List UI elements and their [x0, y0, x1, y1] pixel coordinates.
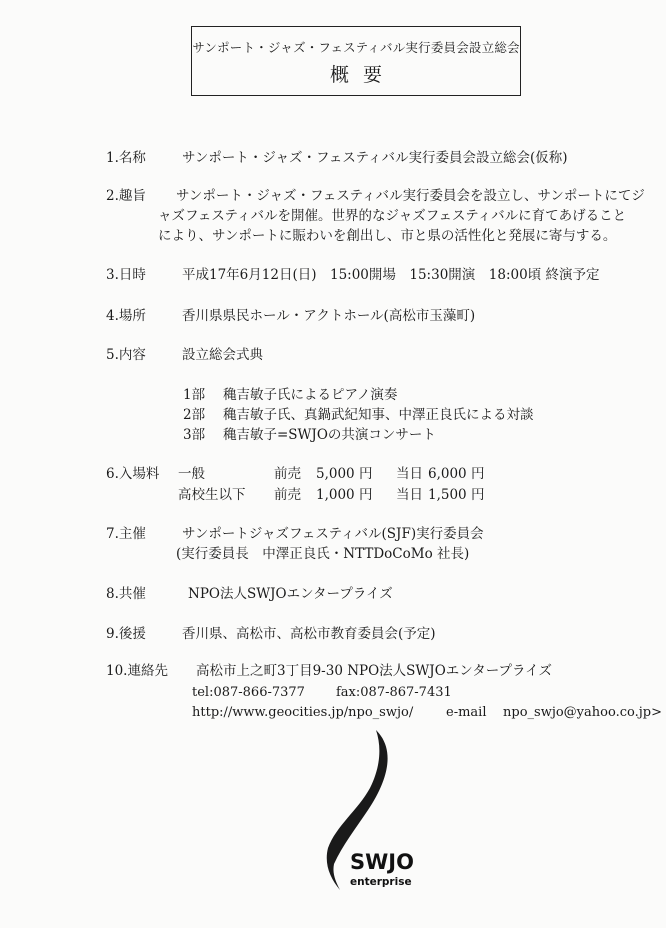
item-text: 香川県、高松市、高松市教育委員会(予定) — [182, 626, 436, 642]
fee-door-label: 当日 — [396, 466, 423, 482]
contact-address: 高松市上之町3丁目9-30 NPO法人SWJOエンタープライズ — [196, 663, 553, 679]
item-label: 10.連絡先 — [106, 663, 168, 679]
fee-door-label: 当日 — [396, 487, 423, 503]
item-text: 平成17年6月12日(日) 15:00開場 15:30開演 18:00頃 終演予定 — [182, 267, 600, 283]
fee-advance: 1,000 円 — [316, 487, 373, 503]
item-label: 3.日時 — [106, 267, 146, 283]
fee-category: 高校生以下 — [178, 487, 246, 503]
item-label: 4.場所 — [106, 308, 146, 324]
page-title: 概要 — [329, 64, 396, 86]
logo-sub-text: enterprise — [350, 876, 412, 888]
item-text: NPO法人SWJOエンタープライズ — [188, 586, 393, 602]
part-label: 1部 — [183, 387, 206, 403]
contact-url[interactable]: http://www.geocities.jp/npo_swjo/ — [192, 705, 414, 720]
swjo-logo — [318, 728, 428, 906]
fee-advance-label: 前売 — [274, 466, 301, 482]
item-text: 香川県県民ホール・アクトホール(高松市玉藻町) — [182, 308, 476, 324]
item-text: 設立総会式典 — [182, 347, 263, 363]
item-text: サンポート・ジャズ・フェスティバル実行委員会設立総会(仮称) — [182, 150, 568, 166]
logo-main-text: SWJO — [350, 850, 414, 874]
part-desc: 穐吉敏子氏、真鍋武紀知事、中澤正良氏による対談 — [223, 407, 534, 423]
contact-tel: tel:087-866-7377 — [192, 685, 305, 700]
item-label: 9.後援 — [106, 626, 146, 642]
item-label: 8.共催 — [106, 586, 146, 602]
contact-email-label: e-mail — [446, 705, 487, 720]
fee-advance-label: 前売 — [274, 487, 301, 503]
contact-fax: fax:087-867-7431 — [336, 685, 452, 700]
purpose-line: サンポート・ジャズ・フェスティバル実行委員会を設立し、サンポートにてジ — [176, 188, 645, 204]
part-label: 2部 — [183, 407, 206, 423]
item-label: 5.内容 — [106, 347, 146, 363]
purpose-line: ャズフェスティバルを開催。世界的なジャズフェスティバルに育てあげること — [158, 208, 627, 224]
fee-door: 6,000 円 — [428, 466, 485, 482]
fee-advance: 5,000 円 — [316, 466, 373, 482]
item-label: 2.趣旨 — [106, 188, 146, 204]
fee-door: 1,500 円 — [428, 487, 485, 503]
item-label: 6.入場料 — [106, 466, 160, 482]
organizer-line: (実行委員長 中澤正良氏・NTTDoCoMo 社長) — [176, 546, 470, 562]
contact-email[interactable]: npo_swjo@yahoo.co.jp> — [503, 705, 662, 720]
organizer-line: サンポートジャズフェスティバル(SJF)実行委員会 — [182, 526, 484, 542]
part-desc: 穐吉敏子=SWJOの共演コンサート — [223, 427, 436, 443]
fee-category: 一般 — [178, 466, 205, 482]
item-label: 7.主催 — [106, 526, 146, 542]
purpose-line: により、サンポートに賑わいを創出し、市と県の活性化と発展に寄与する。 — [158, 228, 617, 244]
item-label: 1.名称 — [106, 150, 146, 166]
title-box — [191, 26, 521, 96]
part-desc: 穐吉敏子氏によるピアノ演奏 — [223, 387, 398, 403]
event-title: サンポート・ジャズ・フェスティバル実行委員会設立総会 — [192, 40, 520, 55]
part-label: 3部 — [183, 427, 206, 443]
